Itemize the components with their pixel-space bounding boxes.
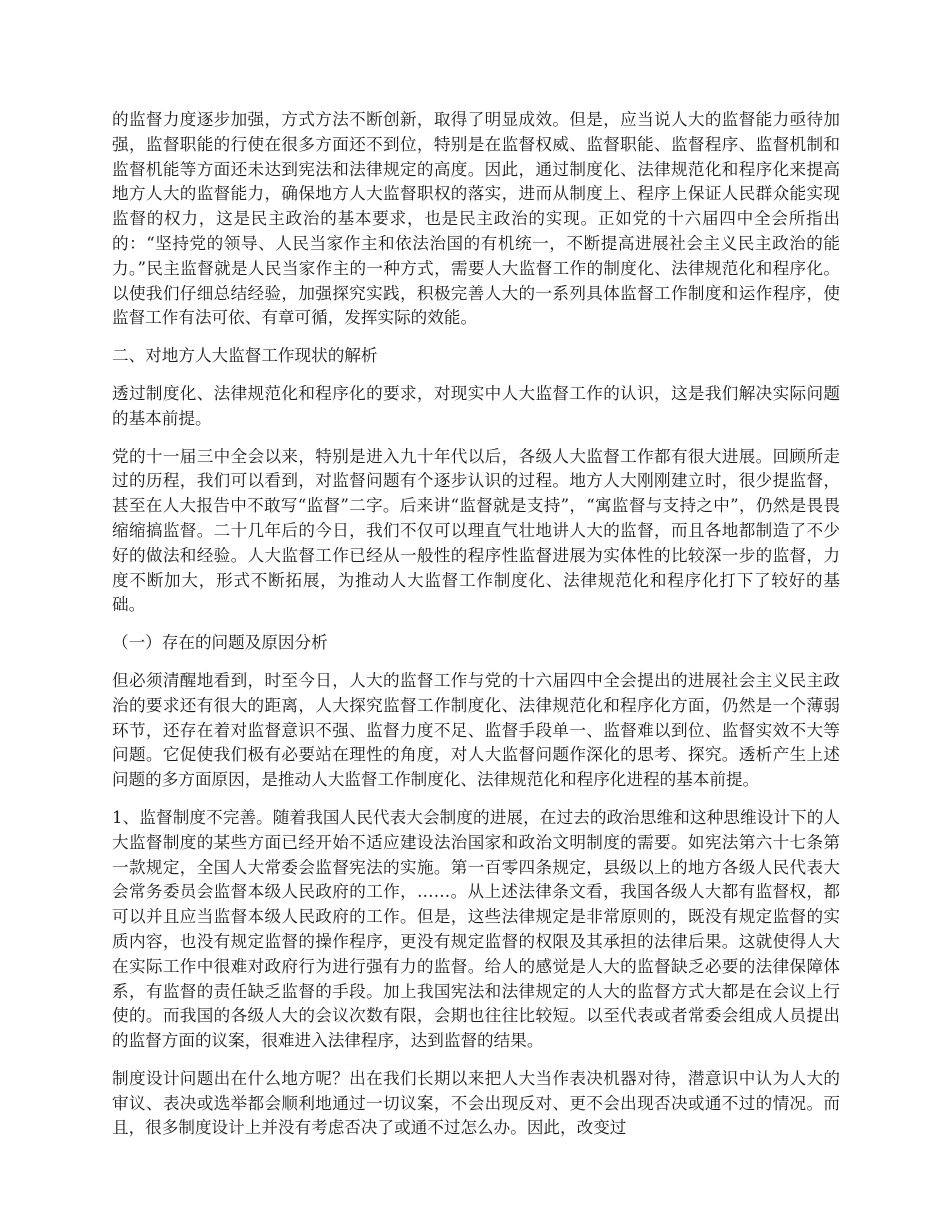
- document-body: [112, 108, 840, 1154]
- paragraph-problems: 但必须清醒地看到，时至今日，人大的监督工作与党的十六届四中全会提出的进展社会主义民主政治的要求还有很大的距离，人大探究监督工作制度化、法律规范化和程序化方面，仍然是一个薄弱环节，还存在着对监督意识不强、监督力度不足、监督手段单一、监督难以到位、监督实效不大等问题。它促使我们极有必要站在理性的角度，对人大监督问题作深化的思考、探究。透析产生上述问题的多方面原因，是推动人大监督工作制度化、法律规范化和程序化进程的基本前提。: [112, 670, 840, 790]
- paragraph-system-design: 制度设计问题出在什么地方呢？出在我们长期以来把人大当作表决机器对待，潜意识中认为人大的审议、表决或选举都会顺利地通过一切议案，不会出现反对、更不会出现否决或通不过的情况。而且，很多制度设计上并没有考虑否决了或通不过怎么办。因此，改变过: [112, 1068, 840, 1138]
- paragraph-system-imperfect: 1、监督制度不完善。随着我国人民代表大会制度的进展，在过去的政治思维和这种思维设计下的人大监督制度的某些方面已经开始不适应建设法治国家和政治文明制度的需要。如宪法第六十七条第一款规定，全国人大常委会监督宪法的实施。第一百零四条规定，县级以上的地方各级人民代表大会常务委员会监督本级人民政府的工作，……。从上述法律条文看，我国各级人大都有监督权，都可以并且应当监督本级人民政府的工作。但是，这些法律规定是非常原则的，既没有规定监督的实质内容，也没有规定监督的操作程序，更没有规定监督的权限及其承担的法律后果。这就使得人大在实际工作中很难对政府行为进行强有力的监督。给人的感觉是人大的监督缺乏必要的法律保障体系，有监督的责任缺乏监督的手段。加上我国宪法和法律规定的人大的监督方式大都是在会议上行使的。而我国的各级人大的会议次数有限，会期也往往比较短。以至代表或者常委会组成人员提出的监督方面的议案，很难进入法律程序，达到监督的结果。: [112, 807, 840, 1051]
- section-heading-2: 二、对地方人大监督工作现状的解析: [112, 346, 378, 366]
- paragraph-history: 党的十一届三中全会以来，特别是进入九十年代以后，各级人大监督工作都有很大进展。回顾所走过的历程，我们可以看到，对监督问题有个逐步认识的过程。地方人大刚刚建立时，很少提监督，甚至在人大报告中不敢写“监督”二字。后来讲“监督就是支持”，“寓监督与支持之中”，仍然是畏畏缩缩搞监督。二十几年后的今日，我们不仅可以理直气壮地讲人大的监督，而且各地都制造了不少好的做法和经验。人大监督工作已经从一般性的程序性监督进展为实体性的比较深一步的监督，力度不断加大，形式不断拓展，为推动人大监督工作制度化、法律规范化和程序化打下了较好的基础。: [112, 446, 840, 615]
- paragraph-intro-continued: 的监督力度逐步加强，方式方法不断创新，取得了明显成效。但是，应当说人大的监督能力亟待加强，监督职能的行使在很多方面还不到位，特别是在监督权威、监督职能、监督程序、监督机制和监督机能等方面还未达到宪法和法律规定的高度。因此，通过制度化、法律规范化和程序化来提高地方人大的监督能力，确保地方人大监督职权的落实，进而从制度上、程序上保证人民群众能实现监督的权力，这是民主政治的基本要求，也是民主政治的实现。正如党的十六届四中全会所指出的：“坚持党的领导、人民当家作主和依法治国的有机统一，不断提高进展社会主义民主政治的能力。”民主监督就是人民当家作主的一种方式，需要人大监督工作的制度化、法律规范化和程序化。以使我们仔细总结经验，加强探究实践，积极完善人大的一系列具体监督工作制度和运作程序，使监督工作有法可依、有章可循，发挥实际的效能。: [112, 110, 840, 328]
- subsection-heading-1: （一）存在的问题及原因分析: [112, 633, 328, 653]
- paragraph-premise: 透过制度化、法律规范化和程序化的要求，对现实中人大监督工作的认识，这是我们解决实际问题的基本前提。: [112, 383, 840, 428]
